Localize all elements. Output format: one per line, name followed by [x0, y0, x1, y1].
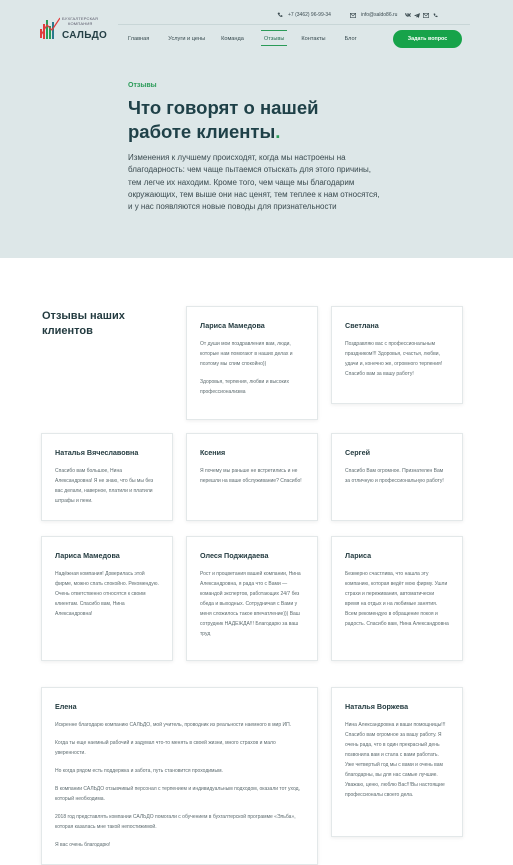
- nav-item-services[interactable]: Услуги и цены: [168, 36, 206, 42]
- hero-eyebrow: Отзывы: [128, 82, 157, 89]
- review-text: [200, 569, 304, 639]
- logo-tagline: БУХГАЛТЕРСКАЯ: [62, 16, 99, 21]
- review-author: Ксения: [200, 448, 226, 457]
- review-paragraph: Спасибо Вам огромное. Признателен Вам за отличную и профессиональную работу!: [345, 468, 444, 484]
- review-paragraph: Рост и процветания вашей компании, Нина Александровна, я рада что с Вами — командой экспертов, работающих 24/7 без обеда и выходных. Сотрудничая с Вами у меня сложилось такое впечатление))) Ваш сотрудник НАДЕЖДА!!! Благодарю за ваш труд: [200, 571, 301, 637]
- telegram-icon[interactable]: [414, 12, 420, 18]
- review-text: [345, 466, 449, 486]
- review-card: [41, 687, 318, 865]
- review-paragraph: Нина Александровна и ваши помощницы!!! Спасибо вам огромное за вашу работу. Я очень рада, что в один прекрасный день позвонила вам и стала с вами работать. Уже четвертый год мы с вами и очень вам благодарны, вы для нас самые лучшие. Уважаю, ценю, люблю Вас!!!Вы настоящие профессионалы своего дела.: [345, 722, 446, 798]
- logo-bars-icon: [40, 16, 60, 42]
- review-card: [41, 536, 173, 661]
- review-paragraph: От души мои поздравления вам, люди, которые нам помогают в наших делах и поэтому мы спим спокойно)): [200, 341, 293, 367]
- review-paragraph: Поздравляю вас с профессиональным праздником!!! Здоровья, счастья, любви, удачи и, конечно же, огромного терпения! Спасибо вам за вашу работу!: [345, 341, 443, 377]
- review-paragraph: Спасибо вам большое, Нина Александровна! Я не знаю, что бы мы без вас делали, наверное, платили и платили штрафы и пени.: [55, 468, 154, 504]
- review-text: [200, 466, 304, 486]
- review-author: Лариса Мамедова: [200, 321, 265, 330]
- review-text: [345, 720, 449, 800]
- email-icon: [349, 11, 357, 19]
- hero-section: [0, 0, 513, 258]
- review-card: [41, 433, 173, 521]
- review-author: Олеся Поджидаева: [200, 551, 269, 560]
- nav-item-reviews[interactable]: Отзывы: [263, 36, 285, 42]
- ask-question-button[interactable]: Задать вопрос: [393, 30, 462, 48]
- nav-item-contacts[interactable]: Контакты: [301, 36, 326, 42]
- logo[interactable]: [40, 12, 108, 46]
- main-nav: [128, 36, 357, 42]
- logo-name: САЛЬДО: [62, 30, 108, 41]
- review-text: [55, 569, 159, 619]
- nav-item-team[interactable]: Команда: [221, 36, 244, 42]
- page-title: Что говорят о нашей работе клиенты.: [128, 97, 319, 142]
- review-paragraph: Я вас очень благодарю!: [55, 842, 111, 848]
- hero-lead: Изменения к лучшему происходят, когда мы настроены на благодарность: чем чаще пытаемся отыскать для этого причины, тем легче их находим. Кроме того, чем чаще мы благодарим окружающих, тем выше они нас ценят, тем теплее к нам относятся, и у нас появляются новые поводы для признательности: [128, 153, 380, 212]
- review-author: Лариса Мамедова: [55, 551, 120, 560]
- review-paragraph: Безмерно счастлива, что нашла эту компанию, которая ведёт мою фирму. Ушли страхи и переживания, автоматически время на отдых и на любимые занятия. Всем рекомендую в обращение покоя и радость. Спасибо вам, Нина Александровна: [345, 571, 449, 627]
- mail-icon[interactable]: [423, 12, 429, 18]
- header-divider: [118, 24, 470, 25]
- review-paragraph: В компании САЛЬДО отзывчивый персонал с терпением и индивидуальным подходом, оказали тот уход, который необходима.: [55, 786, 300, 802]
- review-author: Наталья Воржева: [345, 702, 409, 711]
- review-card: [331, 687, 463, 837]
- review-card: [331, 536, 463, 661]
- phone-link[interactable]: +7 (3462) 96-99-34: [288, 12, 331, 18]
- review-card: [186, 536, 318, 661]
- phone-icon: [276, 11, 284, 19]
- review-card: [331, 433, 463, 521]
- review-text: [55, 466, 159, 506]
- reviews-title: Отзывы наших клиентов: [42, 310, 125, 337]
- email-link[interactable]: info@saldo86.ru: [360, 12, 398, 18]
- phone-icon[interactable]: [432, 12, 438, 18]
- review-paragraph: 2018 год представлять компании САЛЬДО помогали с обучением в бухгалтерской программе «Эльба», которая казалась мне такой непостижимой.: [55, 814, 296, 830]
- review-card: [186, 306, 318, 420]
- logo-tagline-2: КОМПАНИЯ: [68, 21, 93, 26]
- review-paragraph: Искренне благодарю компанию САЛЬДО, мой учитель, проводник из реальности наемного в мир ИП.: [55, 722, 292, 728]
- review-author: Елена: [55, 702, 77, 711]
- vk-icon[interactable]: [405, 12, 411, 18]
- review-text: [345, 339, 449, 379]
- review-text: [200, 339, 304, 397]
- review-paragraph: Когда ты еще наемный рабочий и задумал что-то менять в своей жизни, много страхов и мало уверенности.: [55, 740, 276, 756]
- nav-item-home[interactable]: Главная: [128, 36, 150, 42]
- review-author: Светлана: [345, 321, 379, 330]
- review-text: [345, 569, 449, 629]
- review-author: Лариса: [345, 551, 372, 560]
- review-paragraph: Надёжная компания! Доверилась этой фирме, можно спать спокойно. Рекомендую. Очень ответственно относятся к своим клиентам. Спасибо вам, Нина Александровна!: [55, 571, 159, 617]
- review-paragraph: Я почему мы раньше не встретились и не перешли на ваше обслуживание? Спасибо!: [200, 468, 302, 484]
- nav-item-blog[interactable]: Блог: [344, 36, 357, 42]
- review-author: Наталья Вячеславовна: [55, 448, 139, 457]
- topbar: [276, 11, 438, 19]
- review-text: [55, 720, 304, 850]
- review-paragraph: Но когда рядом есть поддержка и забота, путь становится проходимым.: [55, 768, 223, 774]
- review-author: Сергей: [345, 448, 370, 457]
- review-card: [331, 306, 463, 404]
- review-card: [186, 433, 318, 521]
- review-paragraph: Здоровья, терпения, любви и высоких профессионализма: [200, 379, 289, 395]
